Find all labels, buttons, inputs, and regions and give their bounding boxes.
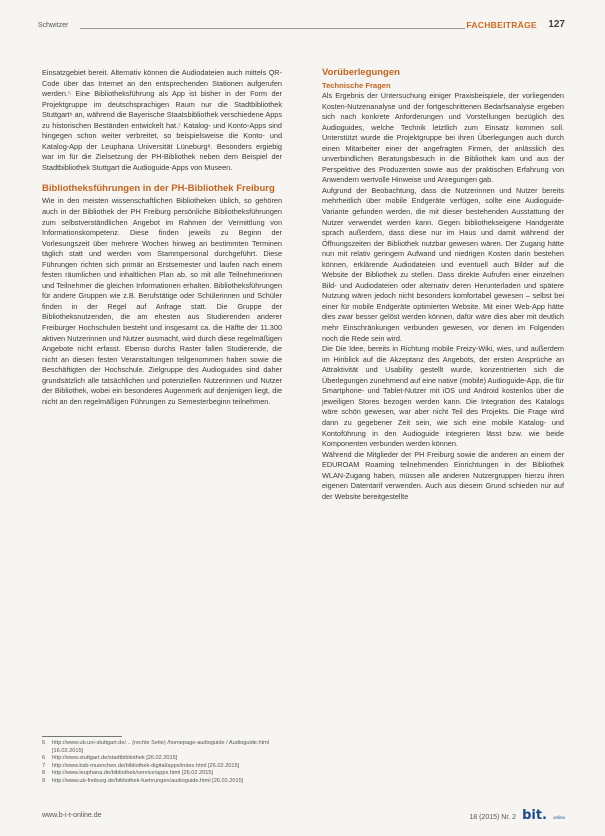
footnote-rule [42,736,122,737]
paragraph: Als Ergebnis der Untersuchung einiger Praxisbeispiele, der vorliegenden Kosten-Nutzenanalyse und der fortgeschrittenen Bedarfsanalyse ergeben sich nach konkrete Anforderungen und Vorstellungen bezüglich des Audioguides, welche Technik letztlich zum Einsatz kommen soll. Unterstützt wurde die Projektgruppe bei ihren Überlegungen auch durch einen Mitarbeiter einer der angefragten Firmen, der anlässlich des unverbindlichen Beratungsbesuch in die Bibliothek kam und aus der Perspektive des Produzenten sowie aus der praktischen Erfahrung von Anwendern wertvolle Hinweise und Anregungen gab. [322,91,564,185]
footer-url[interactable]: www.b-i-t-online.de [42,812,102,819]
paragraph: Wie in den meisten wissenschaftlichen Bibliotheken üblich, so gehören auch in der Bibliothek der PH Freiburg persönliche Bibliotheksführungen zum selbstverständlichen Angebot im Rahmen der Vermittlung von Informationskompetenz. Diese finden jeweils zu Beginn der Vorlesungszeit über mehrere Wochen hinweg an bestimmten Terminen täglich statt und werden vom Stammpersonal durchgeführt. Diese Führungen richten sich primär an Erstsemester und laufen nach einem festen räumlichen und inhaltlichen Plan ab, so mit alle Teilnehmerinnen und Teilnehmer die gleichen Informationen erhalten. Bibliotheksführungen für andere Gruppen wie z.B. Berufstätige oder Schülerinnen und Schüler finden in der Regel auf Anfrage statt. Die Gruppe der Bibliotheksnutzenden, die am ehesten aus Studierenden anderer Freiburger Hochschulen besteht und insgesamt ca. die Hälfte der 11.300 aktiven Nutzerinnen und Nutzer ausmacht, wird durch diese regelmäßigen Angebote nicht erfasst. Ebenso durchs Raster fallen Studierende, die nicht an diesen festen Veranstaltungen teilgenommen haben sowie die Beschäftigten der Hochschule. Zielgruppe des Audioguides sind daher grundsätzlich alle tatsächlichen und potenziellen Nutzerinnen und Nutzer der Bibliothek, wobei ein besonderes Augenmerk auf denjenigen liegt, die nicht an den regelmäßigen Führungen zu Semesterbeginn teilnehmen. [42,196,282,406]
left-column [42,68,282,407]
footnote: 5 http://www.ub.uni-stuttgart.de/... (rechte Seite) /homepage-audioguide / Audioguide.html [16.02.2015] [42,740,277,755]
footnote-link[interactable]: http://www.ub.uni-stuttgart.de/... (rechte Seite) /homepage-audioguide / Audioguide.html [16.02.2015] [52,740,270,754]
footnote: 6 http://www.stuttgart.de/stadtbibliothek [26.02.2015] [42,755,178,762]
paragraph: Während die Mitglieder der PH Freiburg sowie die anderen an einem der EDUROAM Roaming teilnehmenden Einrichtungen in der Bibliothek WLAN-Zugang haben, müssen alle anderen Nutzergruppen hierzu ihren eigenen Datentarif verwenden. Auch aus diesem Grund schieden nur auf der Website bereitgestellte [322,449,564,501]
paragraph: Die Die Idee, bereits in Richtung mobile Freizy-Wiki, wies, und außerdem im Hinblick auf die Akzeptanz des Angebots, der ersten Ansprüche an Attraktivität und Usability gestellt wurde, konzentrierten sich die Überlegungen zunehmend auf eine native (mobile) Audioguide-App, die für Smartphone- und Tablet-Nutzer mit iOS und Android kostenlos über die jeweiligen Stores bezogen werden kann. Die Integration des Katalogs wäre schön gewesen, war aber nicht Teil des Projekts. Die Frage wird dann zu gegebener Zeit sein, wie sich eine mobile Katalog- und Kontoführung in den Audioguide integrieren lässt bzw. wie beide Komponenten verbunden werden können. [322,344,564,449]
footer-right [469,808,565,823]
subsection-heading: Technische Fragen [322,81,391,90]
footnote-link[interactable]: http://www.stuttgart.de/stadtbibliothek [26.02.2015] [52,755,178,762]
section-heading: Vorüberlegungen [322,67,400,78]
section-title: FACHBEITRÄGE [466,20,537,30]
section-heading: Bibliotheksführungen in der PH-Bibliothek Freiburg [42,183,275,195]
footnote-link[interactable]: http://www.bsb-muenchen.de/bibliothek-digital/apps/index.html [26.02.2015] [52,762,240,769]
footnote-link[interactable]: http://www.leuphana.de/bibliothek/service/apps.html [26.02.2015] [52,770,214,777]
footnote: 7 http://www.bsb-muenchen.de/bibliothek-digital/apps/index.html [26.02.2015] [42,762,240,769]
running-header-author: Schwitzer [38,22,69,29]
footnote: 8 http://www.leuphana.de/bibliothek/service/apps.html [26.02.2015] [42,770,214,777]
paragraph: Aufgrund der Beobachtung, dass die Nutzerinnen und Nutzer bereits mehrheitlich über mobile Endgeräte verfügen, sollte eine Audioguide-Variante gefunden werden, die mit dieser bestehenden Ausstattung der Nutzer verwendet werden kann. Gegen bibliothekseigene Handgeräte sprach außerdem, dass diese nur im Haus und damit während der Öffnungszeiten der Bibliothek nutzbar gewesen wären. Der Zugang hätte nun mit relativ geringem Aufwand und niedrigen Kosten darin bestehen können, erklärende Audiodateien und eventuell auch Bilder auf die Website der Bibliothek zu stellen. Dass direkte Aufrufen einer einzelnen Bild- und Audiodateien oder alternativ deren Herunterladen und spätere Nutzung wären jedoch nicht besonders komfortabel gewesen – selbst bei einer für mobile Endgeräte optimierten Website. Mit einer Web-App hätte dies zwar besser gelöst werden können, dafür wäre dies aber mit deutlich mehr Einschränkungen verbunden gewesen, vor denen im Folgenden noch die Rede sein wird. [322,185,564,343]
bit-online-logo: bit. [522,808,547,823]
paragraph: Einsatzgebiet bereit. Alternativ können die Audiodateien auch mittels QR-Code über das Internet an den entsprechenden Stationen aufgerufen werden.⁵ Eine Bibliotheksführung als App ist bisher in der Form der Projektgruppe im deutschsprachigen Raum nur die Stadtbibliothek Stuttgart⁶ an, während die Bayerische Staatsbibliothek verschiedene Apps zu historischen Beständen entwickelt hat.⁷ Katalog- und Konto-Apps sind hingegen schon weiter verbreitet, so beispielsweise die Konto- und Katalog-App der Leuphana Universität Lüneburg⁸. Besonders ergiebig war im für die Zielsetzung der PH-Bibliothek neben dem Beispiel der Stadtbibliothek Stuttgart die Audioguide-Apps von Museen. [42,68,282,172]
right-column [322,67,564,502]
page-number: 127 [548,19,565,30]
footnote: 9 http://www.ub-freiburg.de/bibliothek-fuehrungen/audioguide.html [26.02.2015] [42,777,244,784]
footnotes [42,740,277,786]
footnote-link[interactable]: http://www.ub-freiburg.de/bibliothek-fuehrungen/audioguide.html [26.02.2015] [52,777,244,784]
issue-info: 18 (2015) Nr. 2 [469,814,517,821]
header-rule [80,28,465,29]
logo-subtext: online [552,815,565,820]
